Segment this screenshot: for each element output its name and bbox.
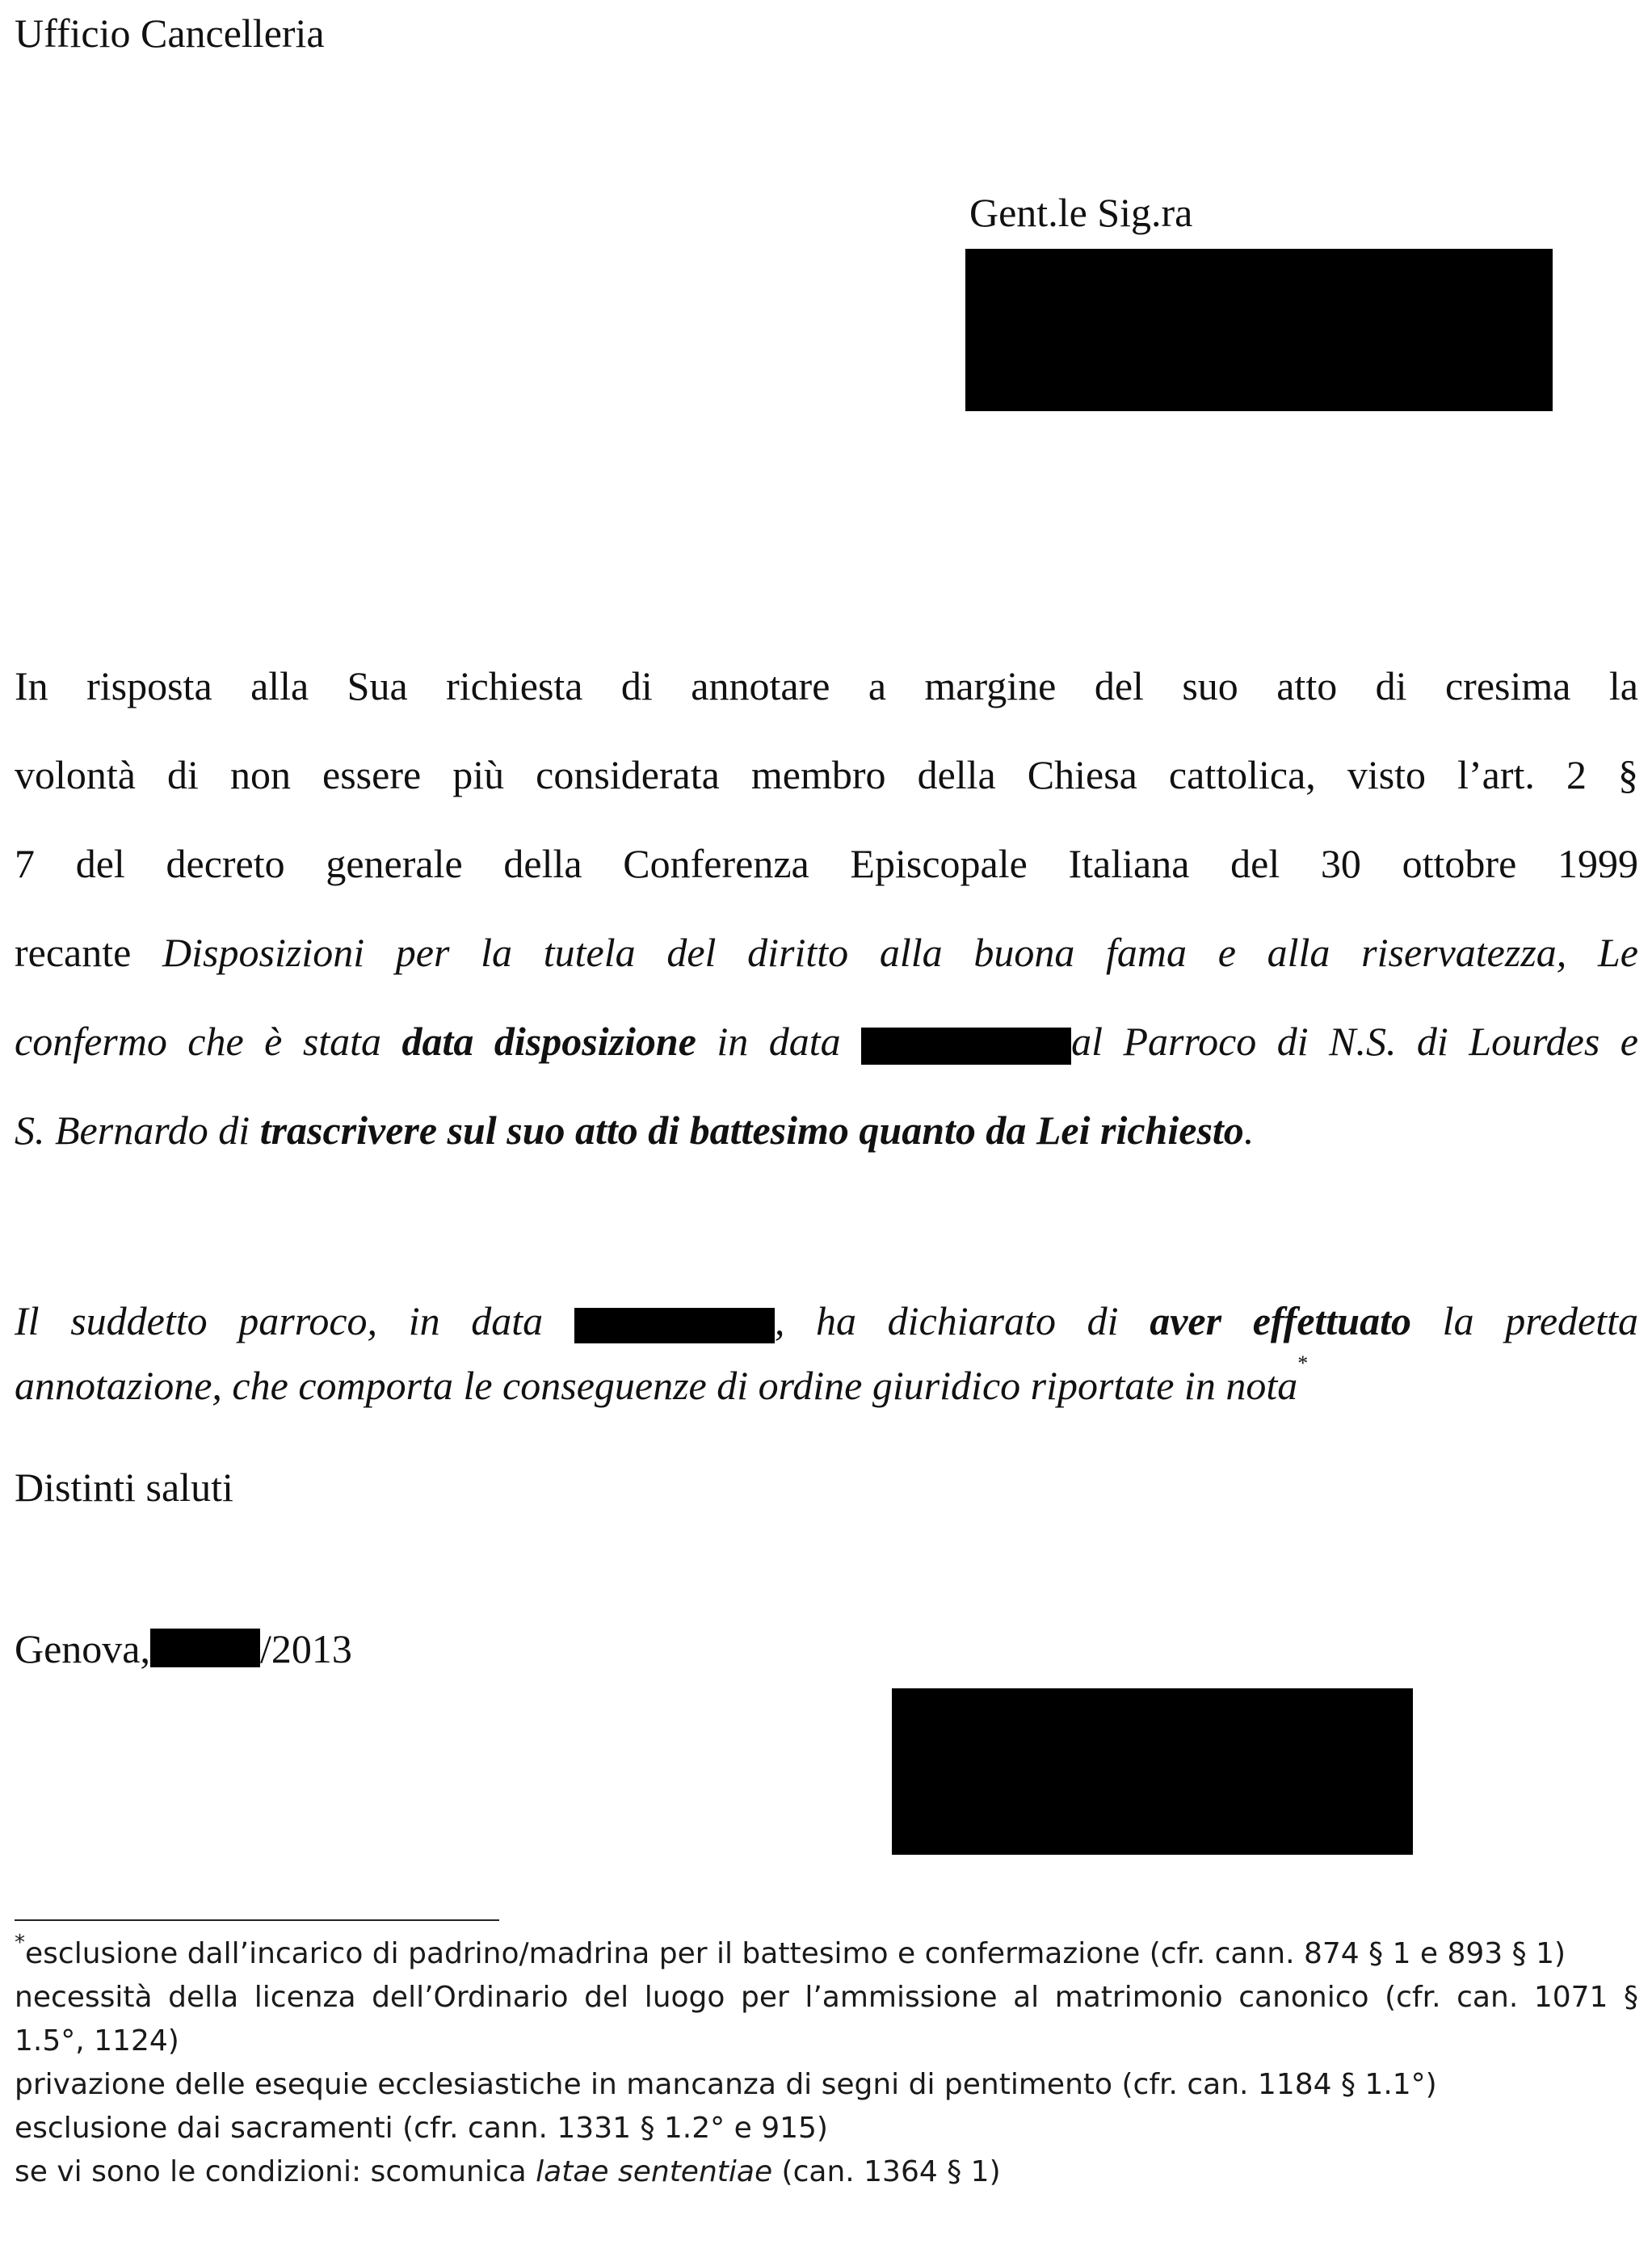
footnote-line: necessità della licenza dell’Ordinario del luogo per l’ammissione al matrimonio canonico (cfr. can. 1071 § <box>15 1981 1638 2014</box>
closing-greeting: Distinti saluti <box>15 1465 233 1510</box>
body-text: Il suddetto parroco, in data <box>15 1298 574 1343</box>
body-text: al Parroco di N.S. di Lourdes e <box>1071 1019 1638 1064</box>
body-line <box>15 1086 1638 1175</box>
footnote-line: 1.5°, 1124) <box>15 2024 179 2058</box>
recipient-salutation: Gent.le Sig.ra <box>969 190 1193 235</box>
footnote-latin-term: latae sententiae <box>536 2155 773 2188</box>
place-date <box>15 1620 352 1677</box>
redacted-recipient-address <box>965 249 1553 411</box>
body-text: in data <box>696 1019 862 1064</box>
body-text: , ha dichiarato di <box>774 1298 1150 1343</box>
place-label: Genova, <box>15 1626 150 1671</box>
body-line <box>15 997 1638 1086</box>
body-text: S. Bernardo di <box>15 1108 260 1153</box>
footnote-line: esclusione dai sacramenti (cfr. cann. 1331 § 1.2° e 915) <box>15 2112 828 2145</box>
emphasis-text: data disposizione <box>401 1019 696 1064</box>
footnote-line: privazione delle esequie ecclesiastiche in mancanza di segni di pentimento (cfr. can. 1184 § 1.1°) <box>15 2068 1437 2101</box>
redacted-date <box>574 1308 775 1343</box>
redacted-day-month <box>150 1629 260 1667</box>
body-text: la predetta <box>1411 1298 1639 1343</box>
body-text: annotazione, che comporta le conseguenze di ordine giuridico riportate in nota <box>15 1363 1298 1408</box>
footnote-line <box>15 1932 1638 1976</box>
body-line <box>15 1353 1638 1418</box>
body-line <box>15 1288 1638 1353</box>
body-paragraph-1 <box>15 641 1638 1175</box>
footnote-text: se vi sono le condizioni: scomunica <box>15 2155 536 2188</box>
body-line <box>15 908 1638 997</box>
footnote-marker: * <box>1297 1351 1309 1375</box>
body-paragraph-2 <box>15 1288 1638 1418</box>
footnote-marker: * <box>15 1931 25 1955</box>
body-line: 7 del decreto generale della Conferenza Episcopale Italiana del 30 ottobre 1999 <box>15 841 1638 886</box>
redacted-signature <box>892 1688 1413 1855</box>
body-line: In risposta alla Sua richiesta di annotare a margine del suo atto di cresima la <box>15 663 1638 708</box>
footnote-line <box>15 2150 1638 2194</box>
footnotes <box>15 1932 1638 2194</box>
body-line: volontà di non essere più considerata membro della Chiesa cattolica, visto l’art. 2 § <box>15 752 1638 797</box>
footnote-text: esclusione dall’incarico di padrino/madrina per il battesimo e confermazione (cfr. cann. 874 § 1 e 893 § 1) <box>25 1937 1566 1970</box>
footnote-text: (can. 1364 § 1) <box>772 2155 1001 2188</box>
body-text: recante <box>15 930 163 975</box>
emphasis-text: trascrivere sul suo atto di battesimo quanto da Lei richiesto <box>259 1108 1244 1153</box>
decree-title: Disposizioni per la tutela del diritto alla buona fama e alla riservatezza, Le <box>162 930 1639 975</box>
emphasis-text: aver effettuato <box>1150 1298 1412 1343</box>
body-text: . <box>1243 1108 1255 1153</box>
year-text: /2013 <box>260 1626 352 1671</box>
redacted-date <box>861 1028 1071 1065</box>
body-text: confermo che è stata <box>15 1019 402 1064</box>
office-heading: Ufficio Cancelleria <box>15 11 325 56</box>
footnote-separator <box>15 1919 499 1921</box>
